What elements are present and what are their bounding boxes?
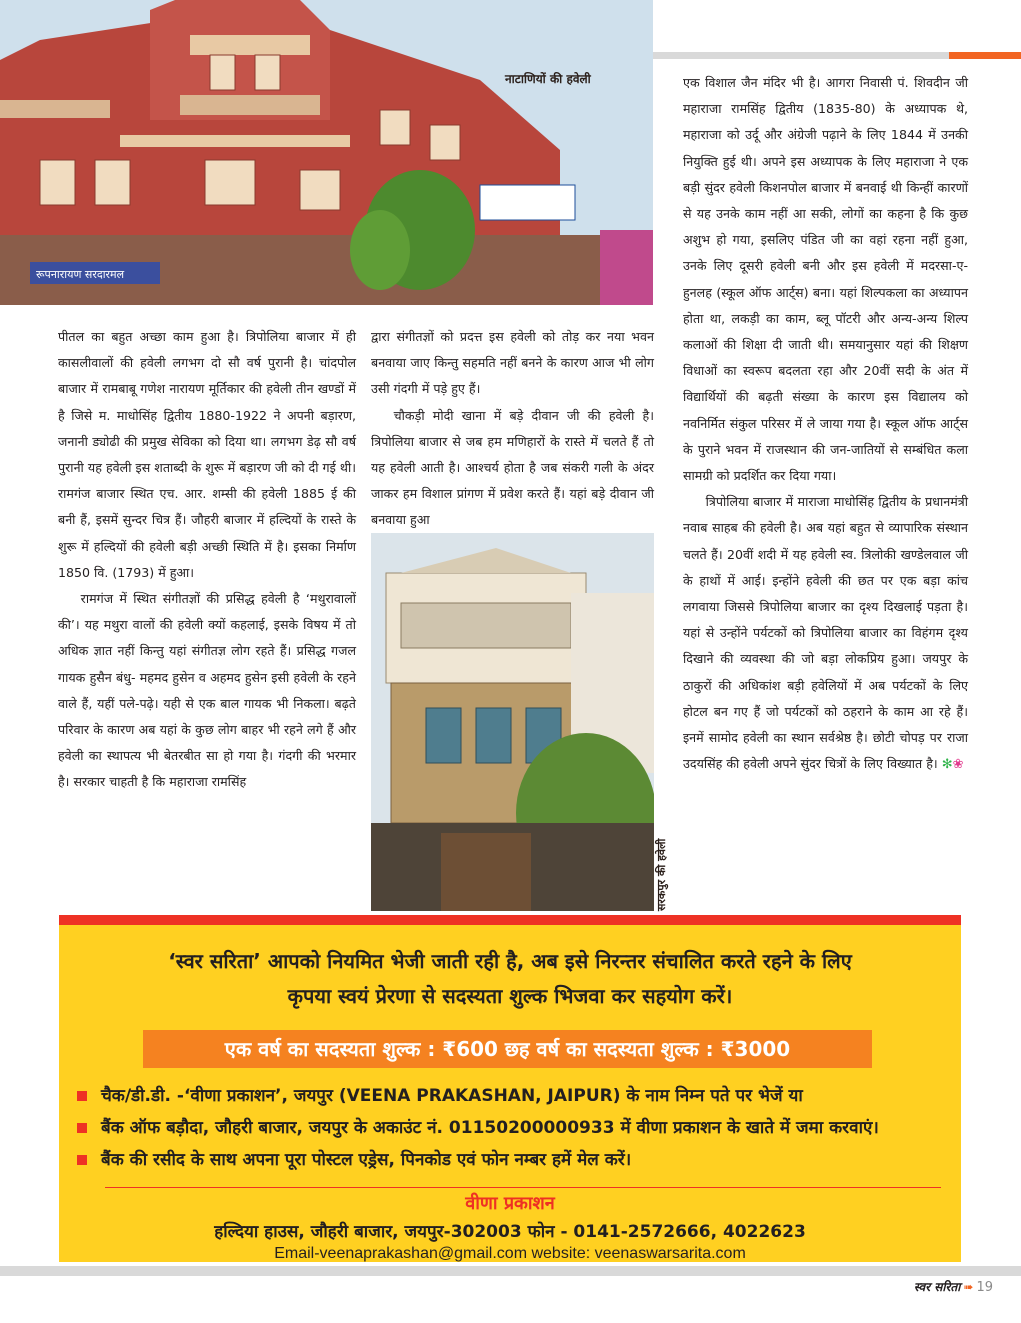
payment-instruction: [77, 1147, 957, 1170]
page-footer: [914, 1278, 993, 1295]
publisher-name: वीणा प्रकाशन: [465, 1193, 555, 1214]
paragraph: रामगंज में स्थित संगीतज्ञों की प्रसिद्ध हवेली है ‘मथुरावालों की’। यह मथुरा वालों की हवेली क्यों कहलाई, इसके विषय में तो अधिक ज्ञात नहीं किन्तु यहां संगीतज्ञ लोग रहते हैं। प्रसिद्ध गजल गायक हुसैन बंधु- महमद हुसेन व अहमद हुसेन इसी हवेली के रहने वाले हैं, यहीं पले-पढ़े। यही से एक बाल गायक भी निकला। बढ़ते परिवार के कारण अब यहां के कुछ लोग बाहर भी रहने लगे हैं और हवेली का स्थापत्य भी बेतरबीत सा हो गया है। गंदगी की भरमार है। सरकार चाहती है कि महाराजा रामसिंह: [58, 591, 356, 790]
banner-divider: [105, 1187, 941, 1188]
paragraph: पीतल का बहुत अच्छा काम हुआ है। त्रिपोलिया बाजार में ही कासलीवालों की हवेली लगभग दो सौ वर्ष पुरानी है। चांदपोल बाजार में रामबाबू गणेश नारायण मूर्तिकार की हवेली तीन खण्डों में है जिसे म. माधोसिंह द्वितीय 1880-1922 ने अपनी बड़ारण, जनानी ड्योढी की प्रमुख सेविका को दिया था। लगभग डेढ़ सौ वर्ष पुरानी यह हवेली इस शताब्दी के शुरू में बड़ारण जी को दी गई थी। रामगंज बाजार स्थित एच. आर. शम्सी की हवेली 1885 ई की बनी हैं, इसमें सुन्दर चित्र हैं। जौहरी बाजार में हल्दियों के रास्ते के शुरू में हल्दियों की हवेली बड़ी अच्छी स्थिति में है। इसका निर्माण 1850 वि. (1793) में हुआ।: [58, 329, 356, 580]
haveli-photo-middle: [371, 533, 654, 911]
payment-instruction: [77, 1083, 957, 1106]
banner-heading-line-2: कृपया स्वयं प्रेरणा से सदस्यता शुल्क भिजवा कर सहयोग करें।: [287, 984, 733, 1008]
middle-photo-caption: सरकपुर की हवेली: [655, 838, 668, 911]
header-rule: [653, 52, 949, 59]
publisher-contact: Email-veenaprakashan@gmail.com website: veenaswarsarita.com: [274, 1245, 746, 1262]
paragraph: चौकड़ी मोदी खाना में बड़े दीवान जी की हवेली है। त्रिपोलिया बाजार से जब हम मणिहारों के रास्ते में चलते हैं तो यह हवेली आती है। आश्चर्य होता है जब संकरी गली के अंदर जाकर हम विशाल प्रांगण में प्रवेश करते हैं। यहां बड़े दीवान जी बनवाया हुआ: [371, 407, 654, 528]
page-number: 19: [976, 1280, 993, 1295]
article-column-2: [371, 324, 654, 534]
svg-text:रूपनारायण सरदारमल: रूपनारायण सरदारमल: [36, 268, 125, 281]
bullet-square-icon: [77, 1155, 87, 1165]
haveli-facade-illustration: [371, 533, 654, 911]
magazine-name: स्वर सरिता: [913, 1280, 961, 1294]
arrow-icon: ➠: [963, 1280, 974, 1294]
top-photo-caption: नाटाणियों की हवेली: [505, 72, 591, 86]
haveli-photo-top: [0, 0, 653, 305]
publisher-address: हल्दिया हाउस, जौहरी बाजार, जयपुर-302003 फोन - 0141-2572666, 4022623: [214, 1222, 806, 1242]
paragraph: द्वारा संगीतज्ञों को प्रदत्त इस हवेली को तोड़ कर नया भवन बनवाया जाए किन्तु सहमति नहीं बनने के कारण आज भी लोग उसी गंदगी में पड़े हुए हैं।: [371, 329, 654, 397]
bullet-text: चैक/डी.डी. -‘वीणा प्रकाशन’, जयपुर (VEENA PRAKASHAN, JAIPUR) के नाम निम्न पते पर भेजें या: [101, 1086, 803, 1106]
paragraph-text: त्रिपोलिया बाजार में माराजा माधोसिंह द्वितीय के प्रधानमंत्री नवाब साहब की हवेली है। अब यहां बहुत से व्यापारिक संस्थान चलते हैं। 20वीं शदी में यह हवेली स्व. त्रिलोकी खण्डेलवाल जी के हाथों में आई। इन्होंने हवेली की छत पर एक बड़ा कांच लगवाया जिससे त्रिपोलिया बाजार का दृश्य दिखलाई पड़ता है। यहां से उन्होंने पर्यटकों को त्रिपोलिया बाजार का विहंगम दृश्य दिखाने की व्यवस्था की जो बड़ा लोकप्रिय हुआ। जयपुर के ठाकुरों की अधिकांश बड़ी हवेलियों में अब पर्यटकों के लिए होटल बन गए हैं जो पर्यटकों को ठहराने के काम आ रहे हैं। इनमें सामोद हवेली का स्थान सर्वश्रेष्ठ है। छोटी चोपड़ पर राजा उदयसिंह की हवेली अपने सुंदर चित्रों के लिए विख्यात है।: [683, 494, 968, 772]
article-column-1: [58, 324, 356, 796]
subscription-banner: [59, 915, 961, 1262]
bullet-text: बैंक की रसीद के साथ अपना पूरा पोस्टल एड्रेस, पिनकोड एवं फोन नम्बर हमें मेल करें।: [101, 1150, 632, 1170]
bullet-square-icon: [77, 1091, 87, 1101]
end-of-article-icon: ✻: [941, 757, 953, 773]
paragraph: [683, 489, 968, 778]
bullet-square-icon: [77, 1123, 87, 1133]
article-column-3: [683, 70, 968, 778]
footer-rule: [0, 1266, 1021, 1276]
paragraph: एक विशाल जैन मंदिर भी है। आगरा निवासी पं. शिवदीन जी महाराजा रामसिंह द्वितीय (1835-80) के अध्यापक थे, महाराजा को उर्दू और अंग्रेजी पढ़ाने के लिए 1844 में उनकी नियुक्ति हुई थी। अपने इस अध्यापक के लिए महाराजा ने एक बड़ी सुंदर हवेली किशनपोल बाजार में बनवाई थी किन्हीं कारणों से यह उनके काम नहीं आ सकी, लोगों का कहना है कि कुछ अशुभ हो गया, इसलिए पंडित जी का वहां रहना नहीं हुआ, उनके लिए दूसरी हवेली बनी और इस हवेली में मदरसा-ए-हुनलह (स्कूल ऑफ आर्ट्स) बना। यहां शिल्पकला का अध्यापन होता था, लकड़ी का काम, ब्लू पॉटरी और अन्य-अन्य शिल्प कलाओं की शिक्षा दी जाती थी। समयानुसार यहां की शिक्षण विधाओं का स्वरूप बदलता रहा और 20वीं सदी के अंत में विद्यार्थियों की बढ़ती संख्या के कारण इस विद्यालय को नवनिर्मित संकुल परिसर में ले जाया गया है। स्कूल ऑफ आर्ट्स के पुराने भवन में राजस्थान की जन-जातियों से सम्बंधित कला सामग्री को प्रदर्शित कर दिया गया।: [683, 75, 968, 484]
subscription-fee-bar: एक वर्ष का सदस्यता शुल्क : ₹600 छह वर्ष का सदस्यता शुल्क : ₹3000: [143, 1030, 872, 1068]
flower-ornament-icon: ❀: [952, 757, 964, 773]
header-accent: [949, 52, 1021, 59]
haveli-illustration: [0, 0, 653, 305]
bullet-text: बैंक ऑफ बड़ौदा, जौहरी बाजार, जयपुर के अकाउंट नं. 01150200000933 में वीणा प्रकाशन के खाते में जमा करवाएं।: [101, 1118, 879, 1138]
banner-heading-line-1: ‘स्वर सरिता’ आपको नियमित भेजी जाती रही है, अब इसे निरन्तर संचालित करते रहने के लिए: [168, 949, 852, 973]
payment-instruction: [77, 1115, 957, 1138]
